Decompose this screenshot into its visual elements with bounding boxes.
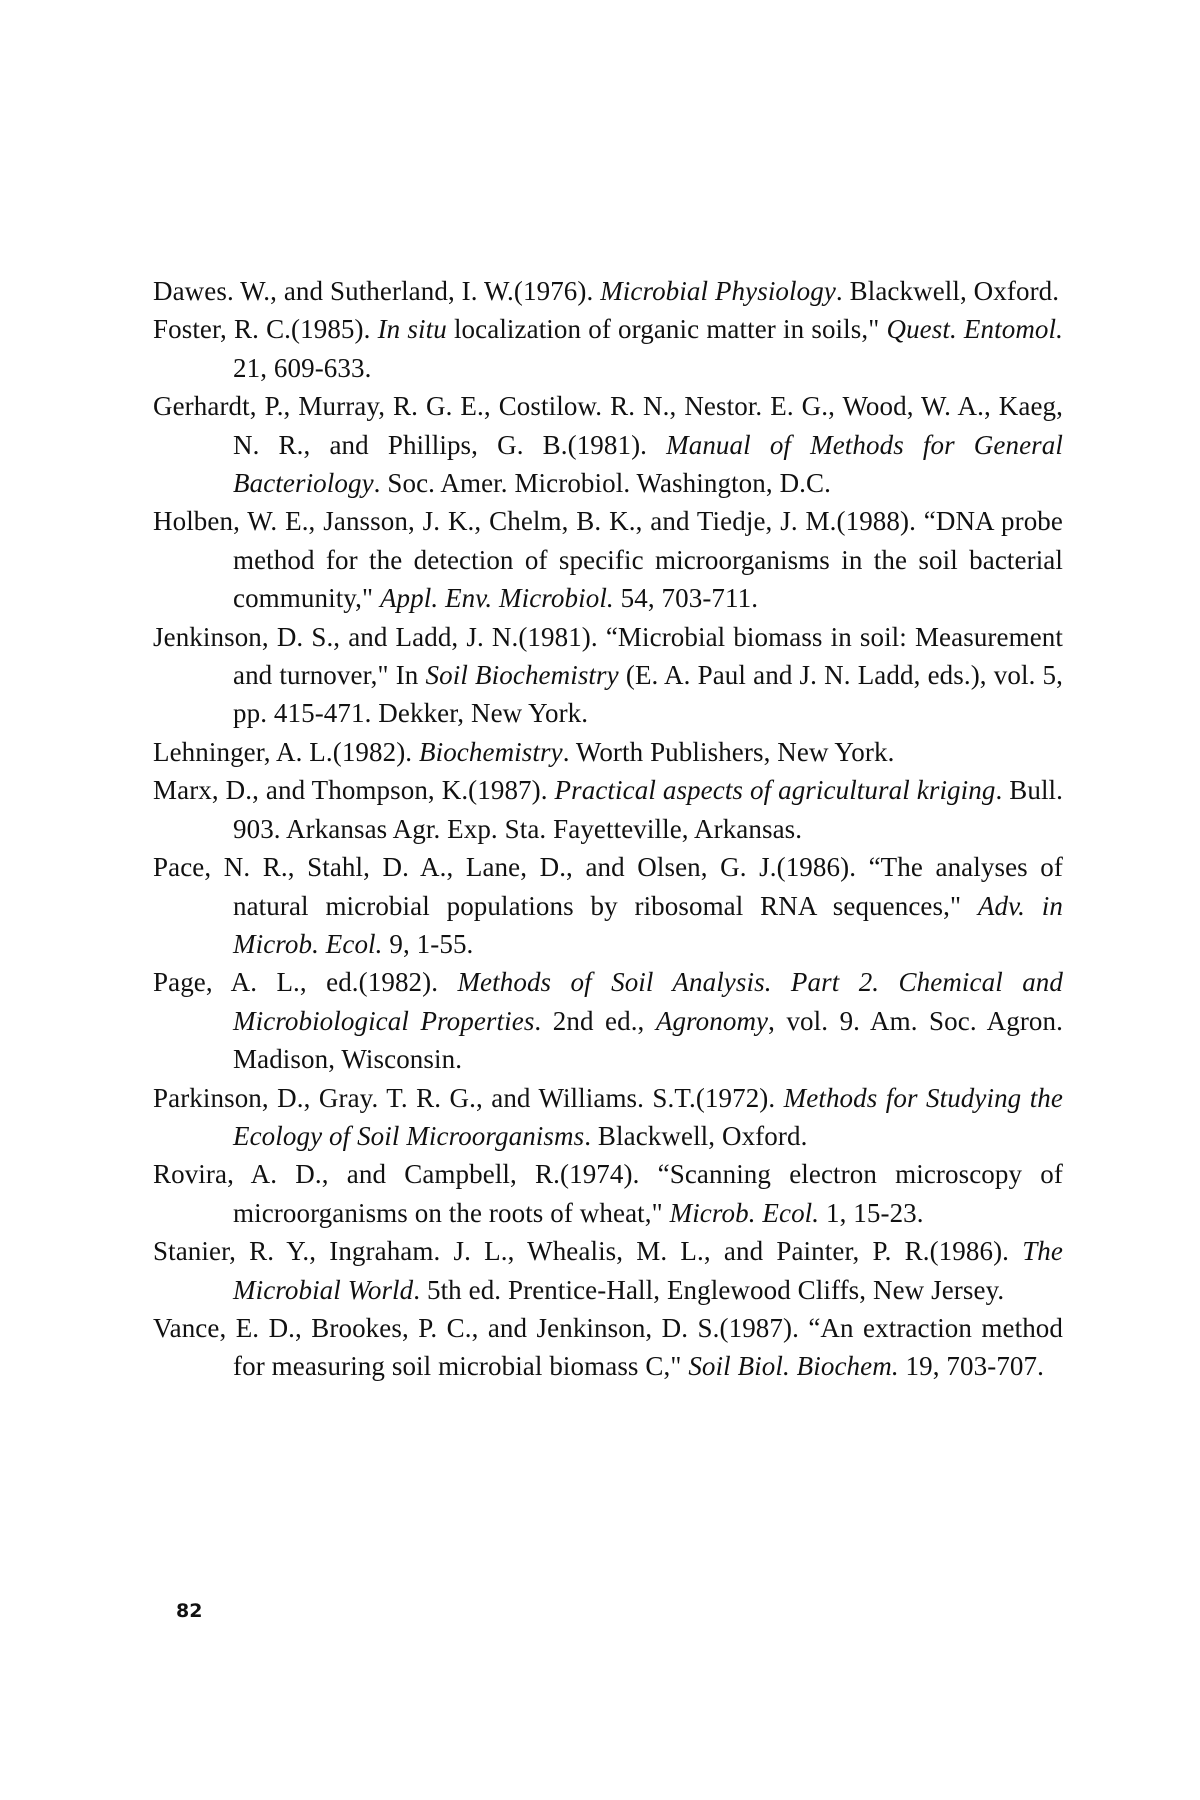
ref-text: 1, 15-23. — [819, 1197, 924, 1228]
ref-title-italic: Microbial Physiology — [600, 276, 836, 306]
ref-journal-italic: Microb. Ecol. — [669, 1197, 820, 1228]
ref-title-italic: The Microbial World — [233, 1236, 1063, 1305]
reference-entry — [153, 1079, 1063, 1156]
ref-text: Holben, W. E., Jansson, J. K., Chelm, B. K., and Tiedje, J. M.(1988). “DNA probe method for the detection of specific microorganisms in the soil bacterial community," — [153, 506, 1063, 614]
reference-entry — [153, 733, 1063, 771]
reference-entry — [153, 310, 1063, 387]
reference-entry — [153, 1155, 1063, 1232]
reference-entry — [153, 848, 1063, 963]
ref-text: Vance, E. D., Brookes, P. C., and Jenkinson, D. S.(1987). “An extraction method for measuring soil microbial biomass C," — [153, 1312, 1063, 1382]
reference-entry — [153, 502, 1063, 617]
reference-entry — [153, 387, 1063, 502]
ref-text: Page, A. L., ed.(1982). — [153, 967, 458, 998]
ref-title-italic: Practical aspects of agricultural kriging — [554, 775, 996, 806]
ref-series-italic: Agronomy — [655, 1005, 769, 1036]
reference-entry — [153, 1232, 1063, 1309]
ref-text: . Bull. 903. Arkansas Agr. Exp. Sta. Fayetteville, Arkansas. — [233, 775, 1064, 844]
ref-text: . Blackwell, Oxford. — [584, 1120, 808, 1151]
reference-entry — [153, 272, 1063, 310]
ref-text: . 5th ed. Prentice-Hall, Englewood Cliffs, New Jersey. — [413, 1274, 1005, 1305]
ref-text: Parkinson, D., Gray. T. R. G., and Williams. S.T.(1972). — [153, 1082, 784, 1113]
ref-title-italic: Methods of Soil Analysis. Part 2. Chemical and Microbiological Properties — [233, 967, 1063, 1036]
ref-journal-italic: Appl. Env. Microbiol. — [379, 583, 614, 614]
ref-text: . Worth Publishers, New York. — [562, 736, 895, 767]
ref-text: Lehninger, A. L.(1982). — [153, 736, 420, 767]
ref-title-italic: Manual of Methods for General Bacteriology — [233, 429, 1063, 499]
ref-text: Foster, R. C.(1985). — [153, 314, 378, 345]
ref-journal-italic: Adv. in Microb. Ecol. — [233, 890, 1063, 959]
ref-text: Rovira, A. D., and Campbell, R.(1974). “Scanning electron microscopy of microorganisms on the roots of wheat," — [153, 1159, 1063, 1228]
ref-text: , vol. 9. Am. Soc. Agron. Madison, Wisconsin. — [233, 1005, 1063, 1075]
ref-journal-italic: Quest. Entomol. — [886, 314, 1063, 345]
reference-entry — [153, 1309, 1063, 1386]
ref-title-italic: Biochemistry — [419, 736, 563, 767]
reference-entry — [153, 963, 1063, 1078]
ref-text: 54, 703-711. — [613, 583, 759, 614]
reference-entry — [153, 618, 1063, 733]
ref-text: Jenkinson, D. S., and Ladd, J. N.(1981). “Microbial biomass in soil: Measurement and turnover," In — [153, 621, 1063, 691]
ref-text: Marx, D., and Thompson, K.(1987). — [153, 775, 555, 806]
ref-title-italic: In situ — [377, 314, 447, 345]
ref-text: 9, 1-55. — [382, 928, 474, 959]
page-number: 82 — [176, 1600, 203, 1622]
reference-entry — [153, 771, 1063, 848]
ref-text: . Blackwell, Oxford. — [835, 276, 1060, 306]
ref-text: (E. A. Paul and J. N. Ladd, eds.), vol. 5, pp. 415-471. Dekker, New York. — [233, 660, 1064, 729]
ref-text: 19, 703-707. — [898, 1351, 1044, 1382]
ref-text: Dawes. W., and Sutherland, I. W.(1976). — [153, 276, 601, 306]
ref-text: Pace, N. R., Stahl, D. A., Lane, D., and Olsen, G. J.(1986). “The analyses of natural microbial populations by ribosomal RNA sequences," — [153, 852, 1063, 921]
ref-title-italic: Methods for Studying the Ecology of Soil Microorganisms — [233, 1082, 1063, 1151]
ref-text: . 2nd ed., — [534, 1005, 656, 1036]
ref-text: Gerhardt, P., Murray, R. G. E., Costilow. R. N., Nestor. E. G., Wood, W. A., Kaeg, N. R., and Phillips, G. B.(1981). — [153, 391, 1063, 460]
ref-text: Stanier, R. Y., Ingraham. J. L., Whealis, M. L., and Painter, P. R.(1986). — [153, 1236, 1023, 1267]
ref-text: . Soc. Amer. Microbiol. Washington, D.C. — [373, 468, 831, 499]
ref-title-italic: Soil Biochemistry — [425, 660, 619, 691]
reference-list — [153, 272, 1063, 1386]
ref-text: localization of organic matter in soils," — [446, 314, 887, 345]
ref-text: 21, 609-633. — [233, 352, 372, 383]
ref-journal-italic: Soil Biol. Biochem. — [688, 1351, 899, 1382]
